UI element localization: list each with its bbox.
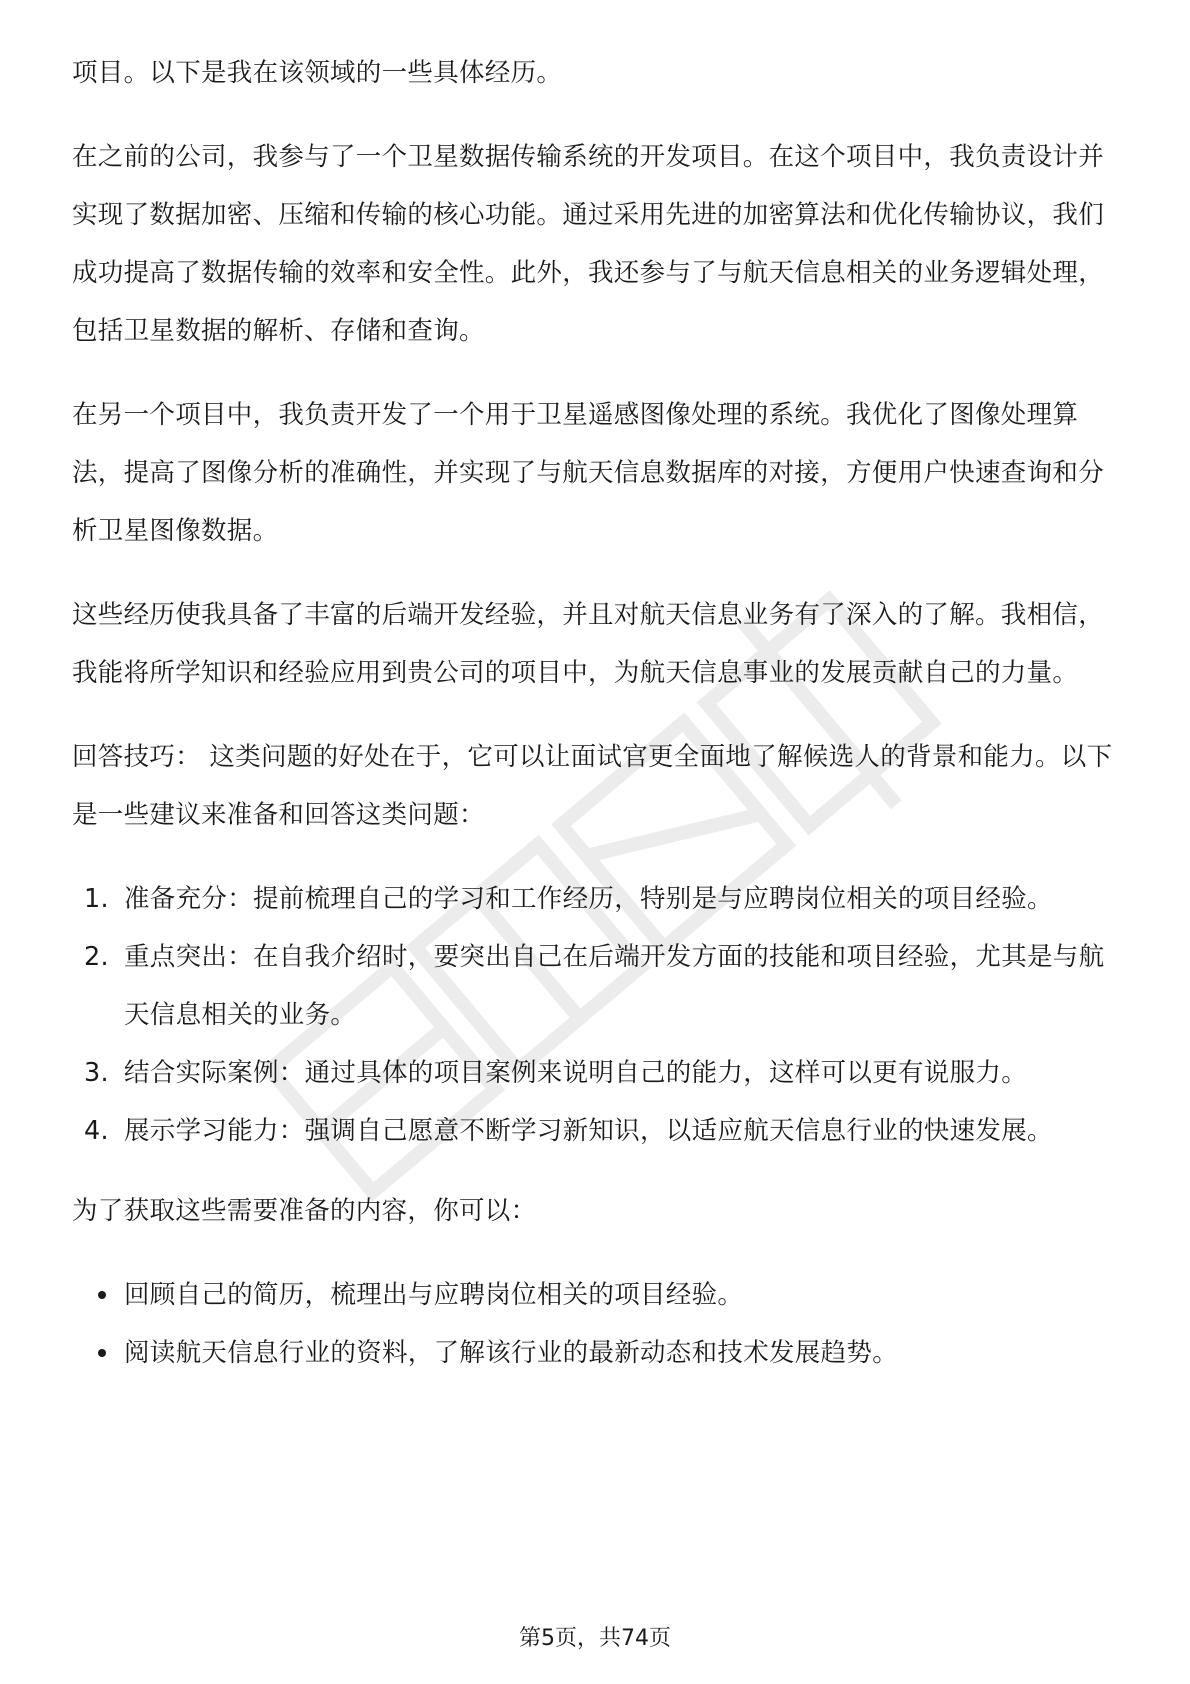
list-item-text: 阅读航天信息行业的资料，了解该行业的最新动态和技术发展趋势。: [124, 1338, 899, 1368]
prep-list: [72, 1266, 1122, 1382]
bullet-dot-icon: [98, 1349, 106, 1357]
list-item-text: 回顾自己的简历，梳理出与应聘岗位相关的项目经验。: [124, 1280, 744, 1310]
list-item: [72, 1102, 1122, 1160]
list-item: [72, 870, 1122, 928]
paragraph-experience-summary: 这些经历使我具备了丰富的后端开发经验，并且对航天信息业务有了深入的了解。我相信，我能将所学知识和经验应用到贵公司的项目中，为航天信息事业的发展贡献自己的力量。: [72, 600, 1105, 688]
list-item: [72, 1324, 1122, 1382]
content-body: [72, 44, 1122, 1382]
list-item-text: 展示学习能力：强调自己愿意不断学习新知识，以适应航天信息行业的快速发展。: [124, 1116, 1053, 1146]
paragraph-remote-sensing-project: 在另一个项目中，我负责开发了一个用于卫星遥感图像处理的系统。我优化了图像处理算法，提高了图像分析的准确性，并实现了与航天信息数据库的对接，方便用户快速查询和分析卫星图像数据。: [72, 400, 1105, 546]
list-number: 3.: [84, 1058, 109, 1088]
list-number: 1.: [84, 884, 109, 914]
paragraph-satellite-project: 在之前的公司，我参与了一个卫星数据传输系统的开发项目。在这个项目中，我负责设计并实现了数据加密、压缩和传输的核心功能。通过采用先进的加密算法和优化传输协议，我们成功提高了数据传输的效率和安全性。此外，我还参与了与航天信息相关的业务逻辑处理，包括卫星数据的解析、存储和查询。: [72, 142, 1105, 346]
list-item: [72, 1266, 1122, 1324]
list-number: 4.: [84, 1116, 109, 1146]
tips-list: [72, 870, 1122, 1160]
list-item: [72, 928, 1122, 1044]
list-item-text: 结合实际案例：通过具体的项目案例来说明自己的能力，这样可以更有说服力。: [124, 1058, 1028, 1088]
paragraph-answer-tips: 回答技巧： 这类问题的好处在于，它可以让面试官更全面地了解候选人的背景和能力。以下是一些建议来准备和回答这类问题：: [72, 742, 1113, 830]
list-item: [72, 1044, 1122, 1102]
page-number-footer: 第5页，共74页: [519, 1626, 671, 1651]
paragraph-intro: 项目。以下是我在该领域的一些具体经历。: [72, 58, 563, 88]
bullet-dot-icon: [98, 1291, 106, 1299]
list-item-text: 准备充分：提前梳理自己的学习和工作经历，特别是与应聘岗位相关的项目经验。: [124, 884, 1053, 914]
paragraph-prep-intro: 为了获取这些需要准备的内容，你可以：: [72, 1196, 537, 1226]
list-number: 2.: [84, 942, 109, 972]
list-item-text: 重点突出：在自我介绍时，要突出自己在后端开发方面的技能和项目经验，尤其是与航天信息相关的业务。: [124, 942, 1105, 1030]
